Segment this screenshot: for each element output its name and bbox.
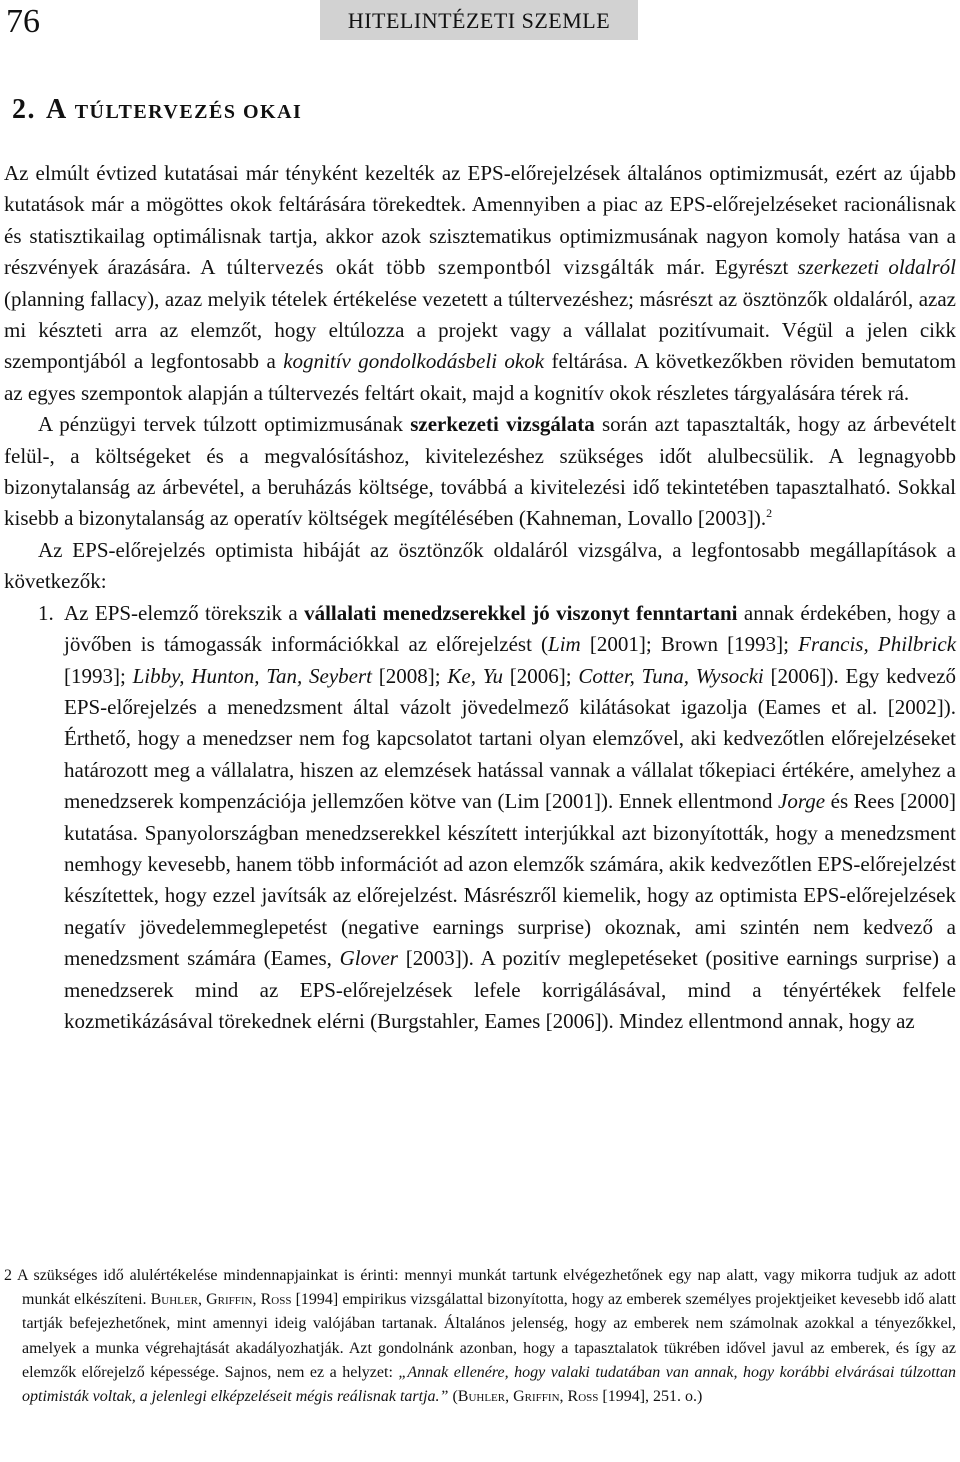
section-number: 2. xyxy=(12,94,36,125)
paragraph-2-text-c: során azt tapasztalták, hogy az árbevételt felül-, a költségeket és a megvalósításhoz, kivitelezéshez szükséges időt alulbecsülik. A legnagyobb bizonytalanság az árbevétel, a beruházás költsége, továbbá a kivitelezési idő tekintetében tapasztalható. Sokkal kisebb a bizonytalanság az operatív költségek megítélésében (Kahneman, Lovallo [2003]). xyxy=(4,412,957,531)
section-title-initial: A xyxy=(46,94,67,125)
list-text-q: [2003]). A pozitív meglepetéseket (positive earnings surprise) a menedzserek mind az EPS-előrejelzések lefele korrigálásával, mind a tényértékek felfele kozmetikázásával törekednek elérni (Burgstahler, Eames [2006]). Mindez ellentmond annak, hogy az xyxy=(64,946,957,1033)
list-text-m: [2006]). Egy kedvező EPS-előrejelzés a menedzsment által vázolt jövedelmező kilátásokat igazolja (Eames et al. [2002]). Érthető, hogy a menedzser nem fog kapcsolatot tartani olyan elemzővel, aki kedvezőtlen előrejelzéseket határozott meg a vállalatra, hiszen az elemzések hatással vannak a vállalat tőkepiaci értékére, amelyhez a menedzserek kompenzációja jellemzően kötve van (Lim [2001]). Ennek ellentmond xyxy=(64,663,957,814)
footnote-author: Buhler xyxy=(150,1291,198,1309)
paragraph-1-text-b: A túltervezés okát több szempontból vizsgálták már. xyxy=(200,255,706,280)
paragraph-1-emphasis-cognitive: kognitív gondolkodásbeli okok xyxy=(283,349,545,374)
paragraph-1-text-g: feltárása. A következőkben röviden bemutatom az egyes szempontok alapján a túltervezés feltárt okait, majd a kognitív okok részletes tárgyalására térek rá. xyxy=(4,349,957,405)
journal-title: HITELINTÉZETI SZEMLE xyxy=(320,0,638,40)
list-text-c: annak érdekében, hogy a jövőben is támogassák információkkal az előrejelzést ( xyxy=(64,600,956,657)
list-text-a: Az EPS-elemző törekszik a xyxy=(64,600,298,625)
section-title-rest: TÚLTERVEZÉS OKAI xyxy=(74,101,303,123)
paragraph-2-bold-term: szerkezeti vizsgálata xyxy=(410,412,595,437)
footnotes xyxy=(4,1264,956,1409)
citation-author: Libby, Hunton, Tan, Seybert xyxy=(132,663,373,688)
page-number: 76 xyxy=(6,3,40,40)
paragraph-2 xyxy=(4,409,956,535)
list-marker: 1. xyxy=(38,600,54,625)
footnote-quote: „Annak ellenére, hogy valaki tudatában van annak, hogy korábbi elvárásai túlzottan optimisták voltak, a jelenlegi elképzeléseit mégis reálisnak tartja.” xyxy=(22,1363,956,1406)
footnote-author: Buhler xyxy=(457,1388,506,1406)
paragraph-3: Az EPS-előrejelzés optimista hibáját az ösztönzők oldaláról vizsgálva, a legfontosabb megállapítások a következők: xyxy=(4,537,956,594)
footnote-number: 2 xyxy=(4,1267,12,1284)
footnote-text-d: [1994], 251. o.) xyxy=(602,1388,703,1406)
list-bold-term: vállalati menedzserekkel jó viszonyt fenntartani xyxy=(304,600,738,625)
citation-author: Lim xyxy=(548,632,581,657)
paragraph-2-text-a: A pénzügyi tervek túlzott optimizmusának xyxy=(38,412,403,437)
footnote-2: 2 A szükséges idő alulértékelése mindennapjainkat is érinti: mennyi munkát tartunk elvégezhetőnek egy nap alatt, vagy mikorra tudjuk az adott munkát elkészíteni. Buhler, Griffin, Ross [1994] empirikus vizsgálattal bizonyította, hogy az emberek személyes projektjeiket kevesebb idő alatt tartják befejezhetőnek, mint amennyi ideig valójában tartanak. Általános jelenség, hogy az emberek nem számolnak azokkal a tényezőkkel, amelyek a munka végrehajtását akadályozhatják. Azt gondolnánk azonban, hogy a tapasztalatok tükrében idővel javul az emberek, és így az elemzők előrejelző képessége. Sajnos, nem ez a helyzet: „Annak ellenére, hogy valaki tudatában van annak, hogy korábbi elvárásai túlzottan optimisták voltak, a jelenlegi elképzeléseit mégis reálisnak tartja.” (Buhler, Griffin, Ross [1994], 251. o.) xyxy=(4,1267,957,1406)
paragraph-1-text-e: (planning fallacy), azaz melyik tételek értékelése vezetett a túltervezéshez; másrészt az ösztönzők oldaláról, azaz mi készteti arra az elemzőt, hogy eltúlozza a projekt vagy a vállalat pozitívumait. Végül a jelen cikk szempontjából a legfontosabb a xyxy=(4,286,956,374)
citation-author: Cotter, Tuna, Wysocki xyxy=(578,663,764,688)
findings-list xyxy=(4,598,956,1038)
list-text-o: és Rees [2000] kutatása. Spanyolországban menedzserekkel készített interjúkkal azt bizonyították, hogy a menedzsment nemhogy kevesebb, hanem több információt ad azon elemzők számára, akik kedvezőtlen EPS-előrejelzést készítettek, hogy ezzel javítsák az előrejelzést. Másrészről kiemelik, hogy az optimista EPS-előrejelzések negatív jövedelemmeglepetést (negative earnings surprise) okoznak, ami szintén nem kedvező a menedzsment számára (Eames, xyxy=(64,789,957,971)
list-text-k: [2006]; xyxy=(509,663,572,688)
footnote-author: Griffin xyxy=(206,1291,253,1309)
footnote-text-b: [1994] empirikus vizsgálattal bizonyította, hogy az emberek személyes projektjeiket kevesebb idő alatt tartják befejezhetőnek, mint amennyi ideig valójában tartanak. Általános jelenség, hogy az emberek nem számolnak azokkal a tényezőkkel, amelyek a munka végrehajtását akadályozhatják. Azt gondolnánk azonban, hogy a tapasztalatok tükrében idővel javul az emberek, és így az elemzők előrejelző képessége. Sajnos, nem ez a helyzet: xyxy=(22,1291,957,1381)
footnote-reference[interactable]: 2 xyxy=(766,506,773,521)
paragraph-1-text-c: Egyrészt xyxy=(714,255,789,280)
paragraph-1 xyxy=(4,158,956,409)
list-item xyxy=(4,598,956,1038)
footnote-author: Ross xyxy=(567,1388,599,1406)
paragraph-1-emphasis-structural: szerkezeti oldalról xyxy=(797,255,957,280)
list-text-g: [1993]; xyxy=(64,663,126,688)
citation-author: Francis, Philbrick xyxy=(798,632,957,657)
article-body xyxy=(4,158,956,1037)
footnote-text-c: ( xyxy=(452,1388,458,1406)
footnote-author: Griffin xyxy=(513,1388,560,1406)
paragraph-1-text-a: Az elmúlt évtized kutatásai már tényként kezelték az EPS-előrejelzések általános optimizmusát, ezért az újabb kutatások már a mögöttes okok feltárására törekedtek. Amennyiben a piac az EPS-előrejelzéseket racionálisnak és statisztikailag optimálisnak tartja, akkor azok szisztematikus optimizmusának nagyon komoly hatása van a részvények árazására. xyxy=(4,161,956,280)
list-text-i: [2008]; xyxy=(378,663,441,688)
section-heading xyxy=(12,95,302,127)
footnote-author: Ross xyxy=(260,1291,292,1309)
footnote-text-a: A szükséges idő alulértékelése mindennapjainkat is érinti: mennyi munkát tartunk elvégezhetőnek egy nap alatt, vagy mikorra tudjuk az adott munkát elkészíteni. xyxy=(16,1267,956,1309)
citation-author: Ke, Yu xyxy=(447,663,503,688)
citation-author: Jorge xyxy=(778,789,826,814)
citation-author: Glover xyxy=(339,946,398,971)
list-text-e: [2001]; Brown [1993]; xyxy=(589,632,789,657)
